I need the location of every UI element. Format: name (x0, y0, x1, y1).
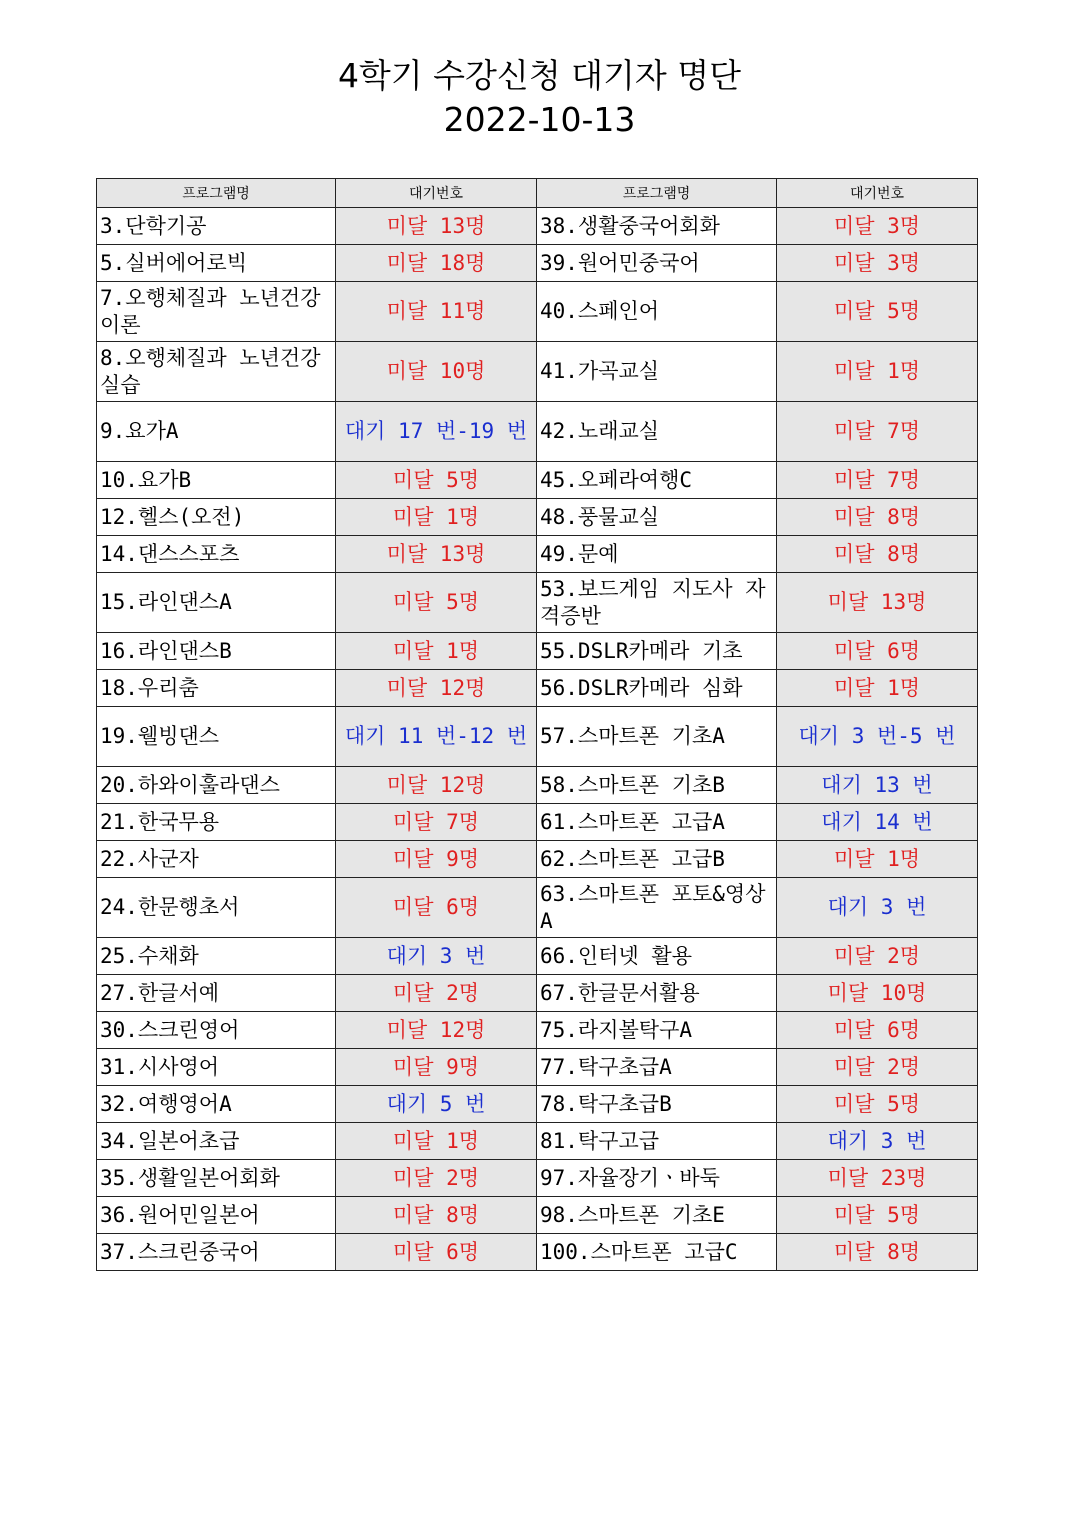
shortfall-count: 미달 12명 (336, 1012, 537, 1049)
shortfall-count: 미달 7명 (336, 804, 537, 841)
table-row (97, 1234, 978, 1271)
program-name: 62.스마트폰 고급B (537, 841, 777, 878)
shortfall-count: 미달 2명 (336, 975, 537, 1012)
program-name: 81.탁구고급 (537, 1123, 777, 1160)
waitlist-number: 대기 3 번 (336, 938, 537, 975)
shortfall-count: 미달 1명 (777, 841, 978, 878)
program-name: 57.스마트폰 기초A (537, 707, 777, 767)
page-title: 4학기 수강신청 대기자 명단 (337, 56, 742, 95)
program-name: 22.사군자 (97, 841, 336, 878)
table-row (97, 938, 978, 975)
program-name: 55.DSLR카메라 기초 (537, 633, 777, 670)
table-row (97, 573, 978, 633)
program-name: 39.원어민중국어 (537, 245, 777, 282)
program-name: 34.일본어초급 (97, 1123, 336, 1160)
program-name: 31.시사영어 (97, 1049, 336, 1086)
program-name: 75.라지볼탁구A (537, 1012, 777, 1049)
waitlist-table (96, 178, 978, 1271)
table-row (97, 245, 978, 282)
page-date: 2022-10-13 (443, 100, 636, 139)
waitlist-number: 대기 17 번-19 번 (336, 402, 537, 462)
waitlist-number: 대기 13 번 (777, 767, 978, 804)
program-name: 100.스마트폰 고급C (537, 1234, 777, 1271)
program-name: 66.인터넷 활용 (537, 938, 777, 975)
table-row (97, 841, 978, 878)
waitlist-number: 대기 3 번-5 번 (777, 707, 978, 767)
shortfall-count: 미달 2명 (777, 938, 978, 975)
shortfall-count: 미달 5명 (777, 1197, 978, 1234)
table-row (97, 1012, 978, 1049)
shortfall-count: 미달 8명 (336, 1197, 537, 1234)
header-program-right: 프로그램명 (537, 179, 777, 208)
waitlist-number: 대기 11 번-12 번 (336, 707, 537, 767)
shortfall-count: 미달 7명 (777, 402, 978, 462)
shortfall-count: 미달 6명 (336, 878, 537, 938)
table-row (97, 767, 978, 804)
program-name: 58.스마트폰 기초B (537, 767, 777, 804)
shortfall-count: 미달 2명 (777, 1049, 978, 1086)
shortfall-count: 미달 3명 (777, 208, 978, 245)
program-name: 35.생활일본어회화 (97, 1160, 336, 1197)
table-row (97, 878, 978, 938)
shortfall-count: 미달 9명 (336, 1049, 537, 1086)
table-row (97, 462, 978, 499)
program-name: 18.우리춤 (97, 670, 336, 707)
shortfall-count: 미달 12명 (336, 767, 537, 804)
shortfall-count: 미달 5명 (336, 462, 537, 499)
program-name: 15.라인댄스A (97, 573, 336, 633)
shortfall-count: 미달 1명 (336, 499, 537, 536)
shortfall-count: 미달 12명 (336, 670, 537, 707)
shortfall-count: 미달 8명 (777, 499, 978, 536)
shortfall-count: 미달 8명 (777, 1234, 978, 1271)
shortfall-count: 미달 6명 (777, 1012, 978, 1049)
program-name: 67.한글문서활용 (537, 975, 777, 1012)
shortfall-count: 미달 6명 (777, 633, 978, 670)
shortfall-count: 미달 1명 (777, 670, 978, 707)
waitlist-number: 대기 14 번 (777, 804, 978, 841)
program-name: 16.라인댄스B (97, 633, 336, 670)
program-name: 24.한문행초서 (97, 878, 336, 938)
program-name: 14.댄스스포츠 (97, 536, 336, 573)
shortfall-count: 미달 10명 (336, 342, 537, 402)
program-name: 78.탁구초급B (537, 1086, 777, 1123)
program-name: 7.오행체질과 노년건강 이론 (97, 282, 336, 342)
program-name: 12.헬스(오전) (97, 499, 336, 536)
table-row (97, 1086, 978, 1123)
shortfall-count: 미달 18명 (336, 245, 537, 282)
shortfall-count: 미달 13명 (777, 573, 978, 633)
program-name: 37.스크린중국어 (97, 1234, 336, 1271)
shortfall-count: 미달 1명 (777, 342, 978, 402)
table-row (97, 208, 978, 245)
table-row (97, 342, 978, 402)
shortfall-count: 미달 5명 (336, 573, 537, 633)
program-name: 30.스크린영어 (97, 1012, 336, 1049)
shortfall-count: 미달 9명 (336, 841, 537, 878)
program-name: 25.수채화 (97, 938, 336, 975)
program-name: 45.오페라여행C (537, 462, 777, 499)
table-row (97, 633, 978, 670)
shortfall-count: 미달 6명 (336, 1234, 537, 1271)
program-name: 21.한국무용 (97, 804, 336, 841)
program-name: 40.스페인어 (537, 282, 777, 342)
program-name: 63.스마트폰 포토&영상A (537, 878, 777, 938)
program-name: 77.탁구초급A (537, 1049, 777, 1086)
table-row (97, 499, 978, 536)
program-name: 3.단학기공 (97, 208, 336, 245)
program-name: 10.요가B (97, 462, 336, 499)
program-name: 19.웰빙댄스 (97, 707, 336, 767)
program-name: 49.문예 (537, 536, 777, 573)
shortfall-count: 미달 23명 (777, 1160, 978, 1197)
shortfall-count: 미달 13명 (336, 536, 537, 573)
shortfall-count: 미달 8명 (777, 536, 978, 573)
program-name: 61.스마트폰 고급A (537, 804, 777, 841)
shortfall-count: 미달 11명 (336, 282, 537, 342)
header-waitnum-right: 대기번호 (777, 179, 978, 208)
program-name: 48.풍물교실 (537, 499, 777, 536)
program-name: 5.실버에어로빅 (97, 245, 336, 282)
header-program-left: 프로그램명 (97, 179, 336, 208)
shortfall-count: 미달 5명 (777, 282, 978, 342)
shortfall-count: 미달 5명 (777, 1086, 978, 1123)
table-row (97, 975, 978, 1012)
waitlist-number: 대기 3 번 (777, 1123, 978, 1160)
shortfall-count: 미달 10명 (777, 975, 978, 1012)
waitlist-number: 대기 5 번 (336, 1086, 537, 1123)
table-row (97, 1160, 978, 1197)
shortfall-count: 미달 3명 (777, 245, 978, 282)
shortfall-count: 미달 1명 (336, 633, 537, 670)
table-row (97, 1197, 978, 1234)
shortfall-count: 미달 1명 (336, 1123, 537, 1160)
program-name: 8.오행체질과 노년건강 실습 (97, 342, 336, 402)
program-name: 9.요가A (97, 402, 336, 462)
shortfall-count: 미달 2명 (336, 1160, 537, 1197)
table-row (97, 1049, 978, 1086)
program-name: 32.여행영어A (97, 1086, 336, 1123)
table-row (97, 1123, 978, 1160)
waitlist-number: 대기 3 번 (777, 878, 978, 938)
shortfall-count: 미달 13명 (336, 208, 537, 245)
program-name: 53.보드게임 지도사 자격증반 (537, 573, 777, 633)
program-name: 41.가곡교실 (537, 342, 777, 402)
program-name: 97.자율장기ㆍ바둑 (537, 1160, 777, 1197)
program-name: 56.DSLR카메라 심화 (537, 670, 777, 707)
program-name: 38.생활중국어회화 (537, 208, 777, 245)
program-name: 36.원어민일본어 (97, 1197, 336, 1234)
program-name: 42.노래교실 (537, 402, 777, 462)
table-row (97, 804, 978, 841)
program-name: 27.한글서예 (97, 975, 336, 1012)
table-header-row (97, 179, 978, 208)
program-name: 20.하와이훌라댄스 (97, 767, 336, 804)
table-row (97, 670, 978, 707)
table-row (97, 402, 978, 462)
table-row (97, 536, 978, 573)
header-waitnum-left: 대기번호 (336, 179, 537, 208)
program-name: 98.스마트폰 기초E (537, 1197, 777, 1234)
table-row (97, 707, 978, 767)
table-row (97, 282, 978, 342)
shortfall-count: 미달 7명 (777, 462, 978, 499)
